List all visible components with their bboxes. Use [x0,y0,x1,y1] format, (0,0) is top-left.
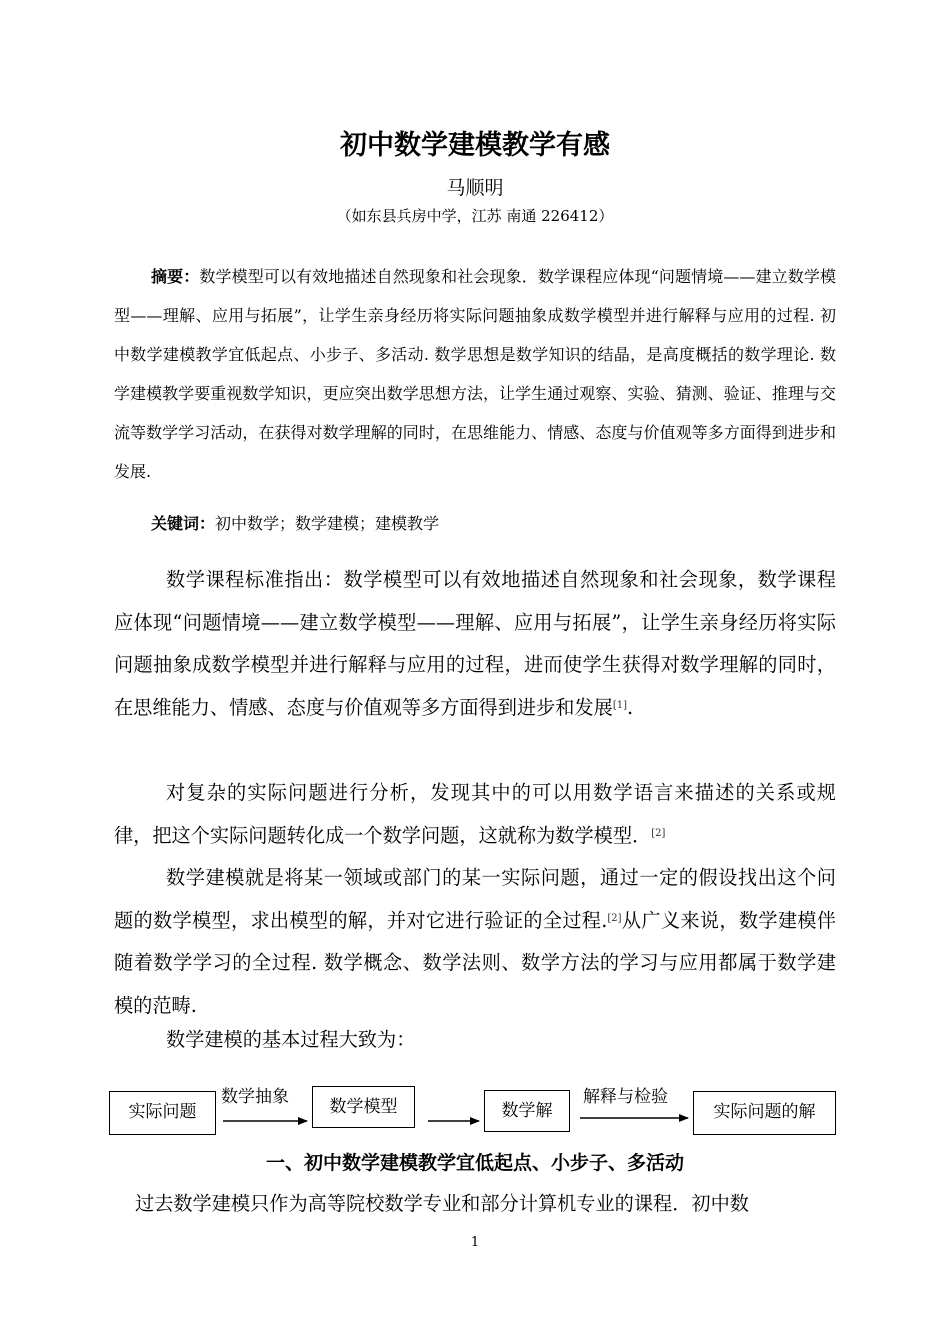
keywords-text: 初中数学；数学建模；建模教学 [215,514,440,533]
keywords-label: 关键词： [151,514,216,533]
flow-label-interpret-verify: 解释与检验 [583,1087,668,1107]
abstract-text: 数学模型可以有效地描述自然现象和社会现象．数学课程应体现“问题情境——建立数学模型——理解、应用与拓展”，让学生亲身经历将实际问题抽象成数学模型并进行解释与应用的过程. 初中数学建模教学宜低起点、小步子、多活动. 数学思想是数学知识的结晶，是高度概括的数学理论. 数学建模教学要重视数学知识，更应突出数学思想方法，让学生通过观察、实验、猜测、验证、推理与交流等数学学习活动，在获得对数学理解的同时，在思维能力、情感、态度与价值观等多方面得到进步和发展. [114,267,836,481]
citation-2: [2] [651,827,666,839]
flow-box-math-model: 数学模型 [312,1086,415,1128]
paragraph-1-text: 数学课程标准指出：数学模型可以有效地描述自然现象和社会现象，数学课程应体现“问题情境——建立数学模型——理解、应用与拓展”，让学生亲身经历将实际问题抽象成数学模型并进行解释与应用的过程，进而使学生获得对数学理解的同时，在思维能力、情感、态度与价值观等多方面得到进步和发展 [114,568,836,719]
page-number: 1 [470,1235,480,1250]
section-heading: 一、初中数学建模教学宜低起点、小步子、多活动 [265,1152,684,1174]
paragraph-3-text-b: 从广义来说，数学建模伴随着数学学习的全过程. 数学概念、数学法则、数学方法的学习与应用都属于数学建模的范畴. [114,908,836,1017]
paragraph-4-text: 数学建模的基本过程大致为： [166,1028,416,1051]
author-name: 马顺明 [446,177,504,199]
author-affiliation: （如东县兵房中学，江苏 南通 226412） [336,207,614,225]
flow-box-actual-problem: 实际问题 [109,1091,216,1135]
flow-label-abstraction: 数学抽象 [221,1087,289,1107]
abstract-label: 摘要： [151,267,200,286]
citation-1: [1] [612,699,628,711]
paragraph-2-text: 对复杂的实际问题进行分析，发现其中的可以用数学语言来描述的关系或规律，把这个实际问题转化成一个数学问题，这就称为数学模型． [114,781,836,847]
citation-3: [2] [607,912,622,924]
paragraph-1-end: . [627,695,634,719]
paper-title: 初中数学建模教学有感 [340,130,610,161]
flow-box-actual-solution: 实际问题的解 [693,1091,836,1135]
paragraph-3-text-a: 数学建模就是将某一领域或部门的某一实际问题，通过一定的假设找出这个问题的数学模型，求出模型的解，并对它进行验证的全过程. [114,866,836,932]
flow-box-math-solution: 数学解 [484,1090,570,1132]
paragraph-5-text: 过去数学建模只作为高等院校数学专业和部分计算机专业的课程．初中数 [135,1192,749,1215]
